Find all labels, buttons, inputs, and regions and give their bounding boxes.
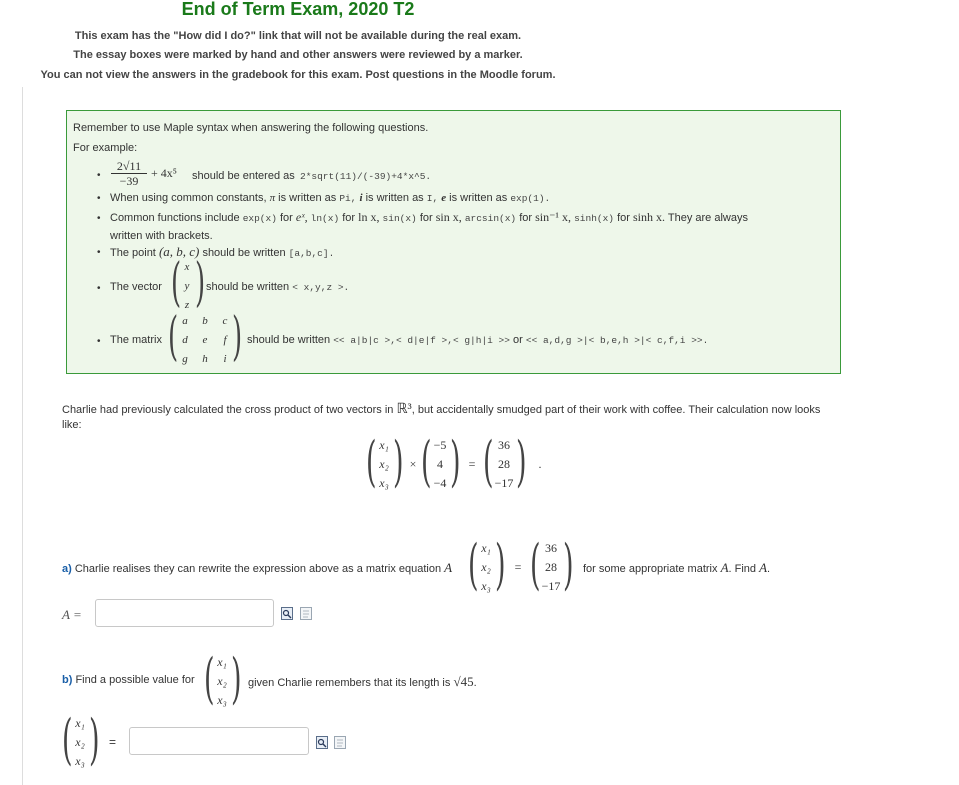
part-a-question bbox=[62, 560, 452, 576]
right-paren: ) bbox=[516, 430, 527, 493]
arcsin-math: sin⁻¹ x, bbox=[535, 210, 572, 224]
validate-icon[interactable] bbox=[316, 736, 328, 749]
part-b-label: b) bbox=[62, 674, 73, 686]
matrix-entry: f bbox=[223, 334, 227, 346]
left-paren: ( bbox=[204, 647, 215, 710]
left-paren: ( bbox=[483, 430, 494, 493]
right-paren: ) bbox=[393, 430, 404, 493]
matrix-should-text: should be written bbox=[247, 334, 331, 346]
result-entry: 28 bbox=[498, 457, 510, 471]
matrix-entry: d bbox=[182, 334, 188, 346]
i-code: I, bbox=[426, 193, 439, 204]
right-paren: ) bbox=[495, 533, 506, 596]
left-paren: ( bbox=[366, 430, 377, 493]
right-paren: ) bbox=[563, 533, 574, 596]
example-term: + 4x⁵ bbox=[151, 166, 177, 180]
bullet-dot: • bbox=[97, 213, 101, 224]
part-b-question bbox=[62, 674, 195, 686]
example-fraction bbox=[111, 159, 147, 188]
example-text: should be entered as bbox=[192, 170, 295, 182]
example-matrix bbox=[168, 307, 248, 369]
part-b-text: Find a possible value for bbox=[75, 674, 195, 686]
syntax-hint-icon[interactable] bbox=[334, 736, 346, 749]
for-word: for bbox=[419, 212, 433, 224]
part-b-tail-text: given Charlie remembers that its length is bbox=[248, 677, 451, 689]
exp-code: exp(x) bbox=[242, 213, 277, 224]
part-a-label: a) bbox=[62, 563, 72, 575]
for-word: for bbox=[342, 212, 356, 224]
e-code: exp(1). bbox=[510, 193, 551, 204]
matrix-code-1: << a|b|c >,< d|e|f >,< g|h|i >> bbox=[333, 335, 510, 346]
matrix-A: A bbox=[444, 560, 453, 575]
vector-code: < x,y,z >. bbox=[292, 282, 350, 293]
guide-for-example: For example: bbox=[73, 142, 138, 154]
answer-a-label: A = bbox=[62, 607, 82, 622]
x-vector-entry: x₁ bbox=[217, 655, 227, 669]
result-entry: 28 bbox=[545, 560, 557, 574]
left-paren: ( bbox=[530, 533, 541, 596]
x-vector bbox=[204, 647, 246, 711]
result-entry: −17 bbox=[541, 579, 561, 593]
exam-note-1: This exam has the "How did I do?" link that will not be available during the real exam. bbox=[74, 30, 522, 42]
ln-math: ln x, bbox=[358, 210, 380, 224]
functions-tail: They are always bbox=[667, 212, 748, 224]
left-paren: ( bbox=[168, 307, 179, 367]
syntax-hint-icon[interactable] bbox=[300, 607, 312, 620]
functions-text: Common functions include bbox=[110, 212, 240, 224]
constants-is-written: is written as bbox=[278, 192, 337, 204]
x-vector-entry: x₃ bbox=[379, 476, 389, 490]
answer-b-input[interactable] bbox=[129, 727, 309, 755]
x-vector-entry: x₂ bbox=[75, 735, 85, 749]
exam-note-3: You can not view the answers in the gradebook for this exam. Post questions in the Moodle forum. bbox=[40, 69, 556, 81]
matrix-equation bbox=[468, 533, 588, 597]
x-vector-entry: x₁ bbox=[481, 541, 491, 555]
part-a-find: . Find bbox=[728, 563, 757, 575]
result-entry: 36 bbox=[545, 541, 557, 555]
ln-code: ln(x) bbox=[310, 213, 340, 224]
matrix-entry: i bbox=[223, 353, 227, 365]
constants-is-written: is written as bbox=[449, 192, 508, 204]
vector-entry: y bbox=[184, 280, 190, 292]
x-vector-entry: x₃ bbox=[217, 693, 227, 707]
i-symbol: i bbox=[359, 192, 363, 204]
pi-code: Pi, bbox=[339, 193, 357, 204]
bullet-dot: • bbox=[97, 193, 101, 204]
matrix-should bbox=[247, 334, 708, 346]
x-vector-entry: x₂ bbox=[217, 674, 227, 688]
point-bullet bbox=[110, 244, 334, 260]
problem-intro-c: like: bbox=[62, 419, 82, 431]
point-code: [a,b,c]. bbox=[288, 248, 335, 259]
matrix-A: A bbox=[759, 560, 768, 575]
fraction-denominator: −39 bbox=[119, 174, 139, 188]
vector-entry: x bbox=[184, 261, 190, 273]
page-title: End of Term Exam, 2020 T2 bbox=[181, 0, 415, 19]
arcsin-code: arcsin(x) bbox=[464, 213, 517, 224]
point-math: (a, b, c) bbox=[158, 244, 200, 259]
e-symbol: e bbox=[441, 192, 447, 204]
x-vector-entry: x₂ bbox=[481, 560, 491, 574]
constants-text: When using common constants, bbox=[110, 192, 267, 204]
example-code: 2*sqrt(11)/(-39)+4*x^5. bbox=[300, 171, 432, 182]
part-a-dot: . bbox=[767, 563, 771, 575]
x-vector-entry: x₁ bbox=[75, 716, 85, 730]
v-vector-entry: −4 bbox=[433, 476, 447, 490]
matrix-entry: h bbox=[202, 353, 208, 365]
constants-is-written: is written as bbox=[365, 192, 424, 204]
for-word: for bbox=[519, 212, 533, 224]
vector-should bbox=[206, 281, 349, 293]
sin-code: sin(x) bbox=[382, 213, 417, 224]
equals-sign: = bbox=[514, 560, 522, 574]
vector-should-text: should be written bbox=[206, 281, 290, 293]
problem-intro-a: Charlie had previously calculated the cross product of two vectors in bbox=[62, 404, 394, 416]
r3-symbol: ℝ³ bbox=[396, 402, 412, 417]
exp-math: eˣ, bbox=[295, 210, 308, 224]
length-value: √45 bbox=[453, 674, 474, 689]
maple-syntax-guide bbox=[66, 110, 841, 374]
x-vector-entry: x₂ bbox=[379, 457, 389, 471]
right-paren: ) bbox=[231, 647, 242, 710]
left-paren: ( bbox=[62, 708, 73, 771]
right-paren: ) bbox=[89, 708, 100, 771]
point-should: should be written bbox=[202, 247, 286, 259]
bullet-dot: • bbox=[97, 283, 101, 294]
cross-symbol: × bbox=[409, 457, 417, 471]
for-word: for bbox=[279, 212, 293, 224]
period: . bbox=[538, 457, 542, 471]
v-vector-entry: −5 bbox=[433, 438, 447, 452]
right-paren: ) bbox=[195, 253, 206, 313]
sin-math: sin x, bbox=[435, 210, 462, 224]
sinh-math: sinh x. bbox=[632, 210, 665, 224]
cross-product-equation bbox=[366, 430, 566, 494]
validate-icon[interactable] bbox=[281, 607, 293, 620]
guide-intro: Remember to use Maple syntax when answering the following questions. bbox=[73, 122, 429, 134]
matrix-entry: e bbox=[202, 334, 208, 346]
sinh-code: sinh(x) bbox=[574, 213, 615, 224]
answer-a-input[interactable] bbox=[95, 599, 274, 627]
functions-bullet bbox=[110, 210, 748, 225]
matrix-A: A bbox=[720, 560, 729, 575]
problem-intro bbox=[62, 401, 820, 418]
x-vector-entry: x₁ bbox=[379, 438, 389, 452]
bullet-dot: • bbox=[97, 336, 101, 347]
left-paren: ( bbox=[421, 430, 432, 493]
fraction-numerator: 2√11 bbox=[111, 159, 147, 174]
matrix-entry: a bbox=[182, 315, 188, 327]
matrix-entry: c bbox=[222, 315, 228, 327]
exam-note-2: The essay boxes were marked by hand and other answers were reviewed by a marker. bbox=[73, 49, 523, 61]
right-paren: ) bbox=[232, 307, 243, 367]
vector-label: The vector bbox=[110, 281, 162, 293]
left-paren: ( bbox=[468, 533, 479, 596]
answer-b-vector-label bbox=[62, 708, 106, 772]
point-text: The point bbox=[110, 247, 156, 259]
part-b-tail bbox=[248, 674, 477, 690]
content-left-rule bbox=[22, 87, 23, 785]
matrix-or: or bbox=[513, 334, 523, 346]
problem-intro-b: , but accidentally smudged part of their work with coffee. Their calculation now looks bbox=[411, 404, 821, 416]
matrix-entry: b bbox=[202, 315, 208, 327]
matrix-label: The matrix bbox=[110, 334, 162, 346]
matrix-entry: g bbox=[182, 353, 188, 365]
v-vector-entry: 4 bbox=[437, 457, 443, 471]
vector-entry: z bbox=[184, 299, 190, 311]
equals-sign: = bbox=[468, 457, 476, 471]
right-paren: ) bbox=[450, 430, 461, 493]
part-a-tail bbox=[583, 560, 770, 576]
left-paren: ( bbox=[171, 253, 182, 313]
answer-b-equals: = bbox=[109, 735, 117, 749]
part-a-tail-text: for some appropriate matrix bbox=[583, 563, 718, 575]
constants-bullet bbox=[110, 192, 550, 204]
part-b-dot: . bbox=[473, 677, 477, 689]
for-word: for bbox=[617, 212, 630, 224]
x-vector-entry: x₃ bbox=[75, 754, 85, 768]
bullet-dot: • bbox=[97, 247, 101, 258]
x-vector-entry: x₃ bbox=[481, 579, 491, 593]
bullet-dot: • bbox=[97, 170, 101, 181]
pi-symbol: π bbox=[269, 192, 276, 204]
matrix-code-2: << a,d,g >|< b,e,h >|< c,f,i >>. bbox=[525, 335, 709, 346]
functions-line2: written with brackets. bbox=[110, 230, 213, 242]
result-entry: −17 bbox=[494, 476, 514, 490]
result-entry: 36 bbox=[498, 438, 510, 452]
part-a-text: Charlie realises they can rewrite the expression above as a matrix equation bbox=[74, 563, 442, 575]
